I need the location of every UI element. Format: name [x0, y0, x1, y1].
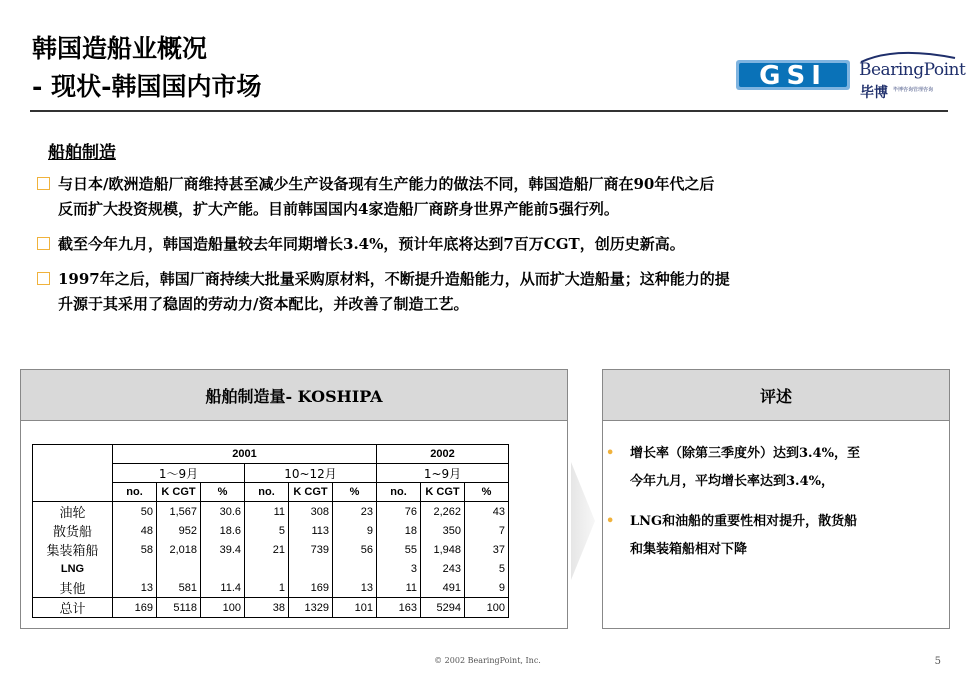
table-cell: 308 — [289, 502, 333, 522]
production-table-wrap — [32, 444, 509, 618]
table-cell: 76 — [377, 502, 421, 522]
bearingpoint-subtitle: 毕博咨询管理咨询 — [893, 87, 934, 93]
table-cell: 13 — [333, 578, 377, 598]
bullet-item: 1997年之后，韩国厂商持续大批量采购原材料，不断提升造船能力，从而扩大造船量；这种能力的提 升源于其采用了稳固的劳动力/资本配比，并改善了制造工艺。 — [36, 267, 936, 317]
table-cell: 1329 — [289, 598, 333, 618]
table-cell: 5294 — [421, 598, 465, 618]
column-header: K CGT — [289, 483, 333, 502]
page-title — [32, 30, 261, 106]
table-cell: 243 — [421, 559, 465, 578]
table-cell: 11 — [245, 502, 289, 522]
table-cell: 9 — [333, 521, 377, 540]
table-row — [33, 559, 509, 578]
bullet-dot-icon: • — [606, 514, 615, 529]
table-cell: 163 — [377, 598, 421, 618]
column-header: no. — [245, 483, 289, 502]
row-label: 总计 — [33, 598, 113, 618]
bullet-item: 与日本/欧洲造船厂商维持甚至减少生产设备现有生产能力的做法不同，韩国造船厂商在90年代之后 反而扩大投资规模，扩大产能。目前韩国国内4家造船厂商跻身世界产能前5强行列。 — [36, 172, 936, 222]
page-number: 5 — [934, 656, 941, 667]
table-cell — [333, 559, 377, 578]
row-label: 散货船 — [33, 521, 113, 540]
table-cell: 58 — [113, 540, 157, 559]
period-header: 1～9月 — [113, 464, 245, 483]
checkbox-bullet-icon — [37, 237, 50, 250]
table-cell: 1,567 — [157, 502, 201, 522]
table-cell: 1 — [245, 578, 289, 598]
bullet-list — [36, 172, 936, 327]
table-row — [33, 540, 509, 559]
table-cell: 13 — [113, 578, 157, 598]
table-cell: 169 — [289, 578, 333, 598]
row-label: 集装箱船 — [33, 540, 113, 559]
table-cell: 23 — [333, 502, 377, 522]
row-label: 油轮 — [33, 502, 113, 522]
table-cell: 739 — [289, 540, 333, 559]
table-row — [33, 578, 509, 598]
table-cell: 3 — [377, 559, 421, 578]
table-cell: 7 — [465, 521, 509, 540]
checkbox-bullet-icon — [37, 177, 50, 190]
bullet-item: 截至今年九月，韩国造船量较去年同期增长3.4%，预计年底将达到7百万CGT，创历史新高。 — [36, 232, 936, 257]
period-header: 1~9月 — [377, 464, 509, 483]
table-cell: 48 — [113, 521, 157, 540]
bearingpoint-chinese-name: 毕博 — [860, 85, 888, 101]
row-label: 其他 — [33, 578, 113, 598]
svg-text:GSI: GSI — [759, 61, 827, 91]
table-cell: 56 — [333, 540, 377, 559]
table-cell: 952 — [157, 521, 201, 540]
table-cell: 1,948 — [421, 540, 465, 559]
chevron-right-icon — [569, 462, 597, 580]
bullet-dot-icon: • — [606, 446, 615, 461]
table-cell: 18 — [377, 521, 421, 540]
table-cell — [289, 559, 333, 578]
table-cell: 2,262 — [421, 502, 465, 522]
commentary-list — [606, 440, 934, 576]
column-header: % — [201, 483, 245, 502]
table-cell: 39.4 — [201, 540, 245, 559]
column-header: K CGT — [157, 483, 201, 502]
table-cell: 43 — [465, 502, 509, 522]
table-cell: 350 — [421, 521, 465, 540]
table-cell: 491 — [421, 578, 465, 598]
bearingpoint-name: BearingPoint — [859, 60, 966, 80]
row-label: LNG — [33, 559, 113, 578]
table-row — [33, 502, 509, 522]
column-header: no. — [377, 483, 421, 502]
column-header: % — [465, 483, 509, 502]
table-cell: 11.4 — [201, 578, 245, 598]
table-cell — [157, 559, 201, 578]
table-cell: 5 — [245, 521, 289, 540]
table-cell: 169 — [113, 598, 157, 618]
table-cell: 38 — [245, 598, 289, 618]
table-cell: 100 — [201, 598, 245, 618]
table-cell: 21 — [245, 540, 289, 559]
section-heading: 船舶制造 — [48, 143, 116, 163]
table-cell: 30.6 — [201, 502, 245, 522]
period-header: 10~12月 — [245, 464, 377, 483]
column-header: no. — [113, 483, 157, 502]
table-cell: 113 — [289, 521, 333, 540]
table-cell: 9 — [465, 578, 509, 598]
table-cell: 101 — [333, 598, 377, 618]
table-cell: 55 — [377, 540, 421, 559]
table-cell: 581 — [157, 578, 201, 598]
title-line-1: 韩国造船业概况 — [32, 34, 208, 63]
table-row — [33, 521, 509, 540]
bearingpoint-logo — [855, 48, 966, 108]
production-table — [32, 444, 509, 618]
commentary-panel-header: 评述 — [603, 370, 949, 421]
comment-item: • LNG和油船的重要性相对提升，散货船 和集装箱船相对下降 — [628, 508, 934, 564]
production-table-body — [33, 502, 509, 618]
table-cell: 37 — [465, 540, 509, 559]
table-cell: 2,018 — [157, 540, 201, 559]
table-cell: 18.6 — [201, 521, 245, 540]
title-line-2: - 现状-韩国国内市场 — [32, 72, 262, 101]
table-cell: 100 — [465, 598, 509, 618]
table-cell: 50 — [113, 502, 157, 522]
year-header: 2001 — [113, 445, 377, 464]
table-row — [33, 598, 509, 618]
column-header: K CGT — [421, 483, 465, 502]
table-cell — [245, 559, 289, 578]
table-cell: 5118 — [157, 598, 201, 618]
gsi-logo — [735, 54, 851, 94]
table-cell: 5 — [465, 559, 509, 578]
comment-item: • 增长率（除第三季度外）达到3.4%，至 今年九月，平均增长率达到3.4%， — [628, 440, 934, 496]
year-header: 2002 — [377, 445, 509, 464]
column-header: % — [333, 483, 377, 502]
title-divider — [30, 110, 948, 112]
table-cell — [201, 559, 245, 578]
company-logo — [735, 48, 966, 108]
checkbox-bullet-icon — [37, 272, 50, 285]
production-panel-header: 船舶制造量- KOSHIPA — [21, 370, 567, 421]
table-cell: 11 — [377, 578, 421, 598]
table-cell — [113, 559, 157, 578]
copyright-footer: © 2002 BearingPoint, Inc. — [434, 656, 541, 665]
